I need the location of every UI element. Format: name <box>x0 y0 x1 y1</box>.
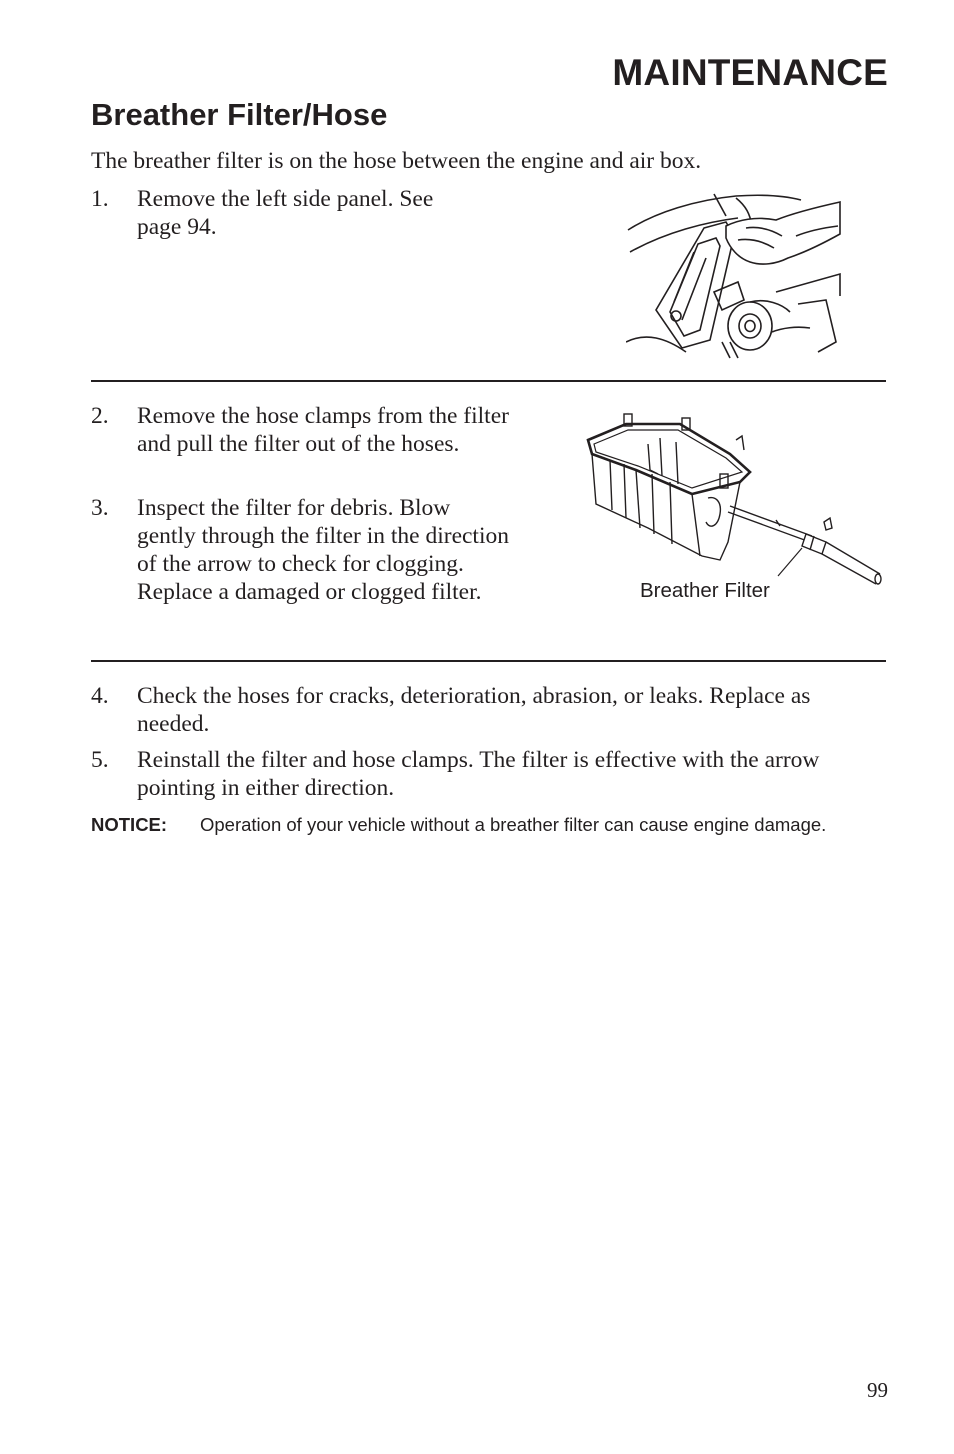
step-2 <box>91 402 511 458</box>
step-text: Check the hoses for cracks, deterioration, abrasion, or leaks. Replace as needed. <box>137 683 811 737</box>
notice <box>91 814 891 836</box>
step-text: Remove the left side panel. See page 94. <box>137 186 434 240</box>
divider <box>91 660 886 662</box>
step-number: 2. <box>91 403 109 429</box>
notice-text: Operation of your vehicle without a breather filter can cause engine damage. <box>200 814 827 835</box>
step-number: 5. <box>91 747 109 773</box>
divider <box>91 380 886 382</box>
side-panel-removal-illustration <box>626 192 842 360</box>
figure-caption: Breather Filter <box>640 579 770 602</box>
intro-text: The breather filter is on the hose between the engine and air box. <box>91 148 702 174</box>
step-5 <box>91 746 881 802</box>
step-text: Inspect the filter for debris. Blow gently through the filter in the direction of the arrow to check for clogging. Replace a damaged or clogged filter. <box>137 495 509 605</box>
step-4 <box>91 682 881 738</box>
step-text: Reinstall the filter and hose clamps. The filter is effective with the arrow pointing in either direction. <box>137 747 820 801</box>
step-number: 3. <box>91 495 109 521</box>
airbox-breather-hose-illustration <box>580 410 886 588</box>
step-number: 4. <box>91 683 109 709</box>
step-1 <box>91 185 461 241</box>
notice-label: NOTICE: <box>91 814 168 835</box>
step-3 <box>91 494 511 606</box>
step-text: Remove the hose clamps from the filter and pull the filter out of the hoses. <box>137 403 509 457</box>
page-number: 99 <box>867 1378 888 1402</box>
section-header: MAINTENANCE <box>612 52 888 93</box>
step-number: 1. <box>91 186 109 212</box>
page-title: Breather Filter/Hose <box>91 97 388 132</box>
